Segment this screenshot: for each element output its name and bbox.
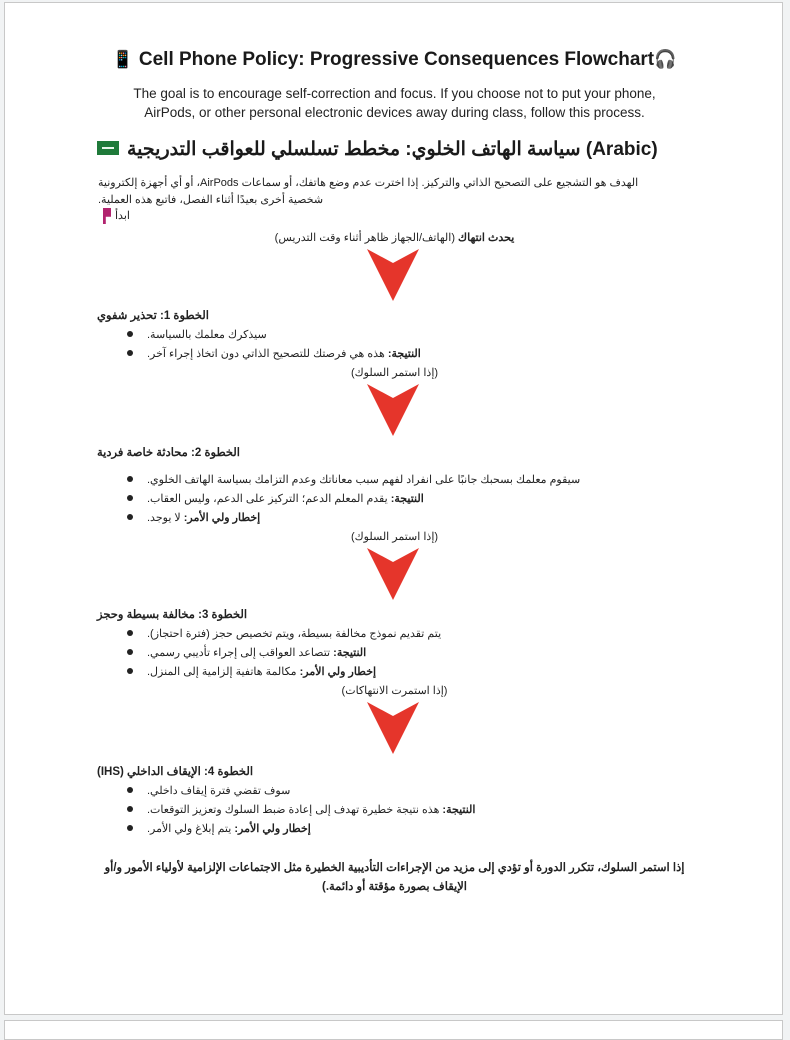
step-2-title: الخطوة 2: محادثة خاصة فردية [97, 447, 240, 459]
bullet-dot [127, 806, 133, 812]
bullet-text: مكالمة هاتفية إلزامية إلى المنزل. [147, 666, 300, 678]
bullet-dot [127, 495, 133, 501]
bullet-text: سيذكرك معلمك بالسياسة. [147, 329, 267, 341]
down-arrow-icon [367, 384, 419, 436]
continue-line: (إذا استمر السلوك) [350, 531, 439, 543]
final-note [5, 859, 784, 897]
bullet-bold: النتيجة: [390, 493, 424, 505]
step-4-bullet [127, 784, 290, 797]
continue-line: (إذا استمر السلوك) [350, 367, 439, 379]
intro-line: The goal is to encourage self-correction and focus. If you choose not to put your phone, [133, 86, 656, 101]
start-label: ابدأ [115, 209, 130, 222]
bullet-dot [127, 476, 133, 482]
final-note-line: الإيقاف بصورة مؤقتة أو دائمة.) [321, 881, 467, 893]
bullet-text: لا يوجد. [147, 512, 184, 524]
bullet-text: يتم تقديم نموذج مخالفة بسيطة، ويتم تخصيص حجز (فترة احتجاز). [147, 628, 442, 640]
document-page [4, 2, 783, 1015]
bullet-dot [127, 514, 133, 520]
step-4-title: الخطوة 4: الإيقاف الداخلي (IHS) [97, 766, 254, 778]
bullet-text: تتصاعد العواقب إلى إجراء تأديبي رسمي. [147, 647, 334, 659]
bullet-text: سيقوم معلمك بسحبك جانبًا على انفراد لفهم سبب معاناتك وعدم التزامك بسياسة الهاتف الخلوي. [147, 474, 581, 486]
down-arrow-icon [367, 702, 419, 754]
mobile-phone-icon: 📱 [112, 50, 134, 69]
bullet-bold: إخطار ولي الأمر: [299, 666, 377, 678]
bullet-text: سوف تقضي فترة إيقاف داخلي. [147, 785, 291, 797]
bullet-text: هذه نتيجة خطيرة تهدف إلى إعادة ضبط السلوك وتعزيز التوقعات. [147, 804, 443, 816]
saudi-flag-icon [97, 141, 119, 155]
step-3-title: الخطوة 3: مخالفة بسيطة وحجز [97, 609, 248, 621]
step-4-bullet [127, 803, 475, 816]
step-1-bullet [127, 347, 421, 360]
trigger-text: (الهاتف/الجهاز ظاهر أثناء وقت التدريس) [274, 232, 459, 244]
headphones-icon: 🎧 [654, 49, 677, 69]
arabic-intro-line: الهدف هو التشجيع على التصحيح الذاتي والتركيز. إذا اخترت عدم وضع هاتفك، أو سماعات AirPods، أو أي أجهزة إلكترونية [98, 177, 639, 189]
bullet-dot [127, 350, 133, 356]
step-3-bullet [127, 646, 366, 659]
step-2-bullet [127, 473, 580, 486]
step-2-bullet [127, 511, 260, 524]
bullet-bold: النتيجة: [442, 804, 476, 816]
down-arrow-shape [367, 249, 419, 301]
bullet-text: هذه هي فرصتك للتصحيح الذاتي دون اتخاذ إجراء آخر. [147, 348, 388, 360]
bullet-dot [127, 668, 133, 674]
bullet-bold: إخطار ولي الأمر: [183, 512, 261, 524]
down-arrow-icon [367, 249, 419, 301]
step-4-bullet [127, 822, 311, 835]
bullet-bold: إخطار ولي الأمر: [234, 823, 311, 835]
bullet-dot [127, 649, 133, 655]
trigger-line [5, 231, 784, 244]
step-2-bullet [127, 492, 424, 505]
step-1-title: الخطوة 1: تحذير شفوي [97, 310, 209, 322]
arabic-heading-text: (Arabic) سياسة الهاتف الخلوي: مخطط تسلسلي للعواقب التدريجية [127, 139, 658, 160]
start-flag-icon [103, 208, 111, 224]
document-title [5, 49, 784, 71]
bullet-dot [127, 787, 133, 793]
final-note-line: إذا استمر السلوك، تتكرر الدورة أو تؤدي إلى مزيد من الإجراءات التأديبية الخطيرة مثل الاجتماعات الإلزامية لأولياء الأمور و/أو [104, 862, 685, 874]
bullet-dot [127, 630, 133, 636]
document-title-text: Cell Phone Policy: Progressive Consequences Flowchart [138, 49, 655, 70]
trigger-bold: يحدث انتهاك [458, 232, 515, 244]
bullet-text: يقدم المعلم الدعم؛ التركيز على الدعم، وليس العقاب. [147, 493, 391, 505]
bullet-text: يتم إبلاغ ولي الأمر. [147, 823, 235, 835]
next-page [4, 1020, 783, 1040]
arabic-intro-line: شخصية أخرى بعيدًا أثناء الفصل، فاتبع هذه العملية. [98, 194, 324, 206]
down-arrow-shape [367, 384, 419, 436]
continue-line: (إذا استمرت الانتهاكات) [341, 685, 448, 697]
intro-line: AirPods, or other personal electronic devices away during class, follow this process. [144, 105, 645, 120]
step-3-bullet [127, 665, 376, 678]
start-marker [103, 208, 130, 224]
step-3-bullet [127, 627, 441, 640]
down-arrow-shape [367, 548, 419, 600]
down-arrow-icon [367, 548, 419, 600]
arabic-heading [97, 138, 658, 161]
bullet-bold: النتيجة: [387, 348, 421, 360]
down-arrow-shape [367, 702, 419, 754]
bullet-dot [127, 825, 133, 831]
intro-paragraph [5, 84, 784, 122]
arabic-intro-paragraph [98, 175, 698, 209]
step-1-bullet [127, 328, 267, 341]
bullet-bold: النتيجة: [333, 647, 367, 659]
bullet-dot [127, 331, 133, 337]
